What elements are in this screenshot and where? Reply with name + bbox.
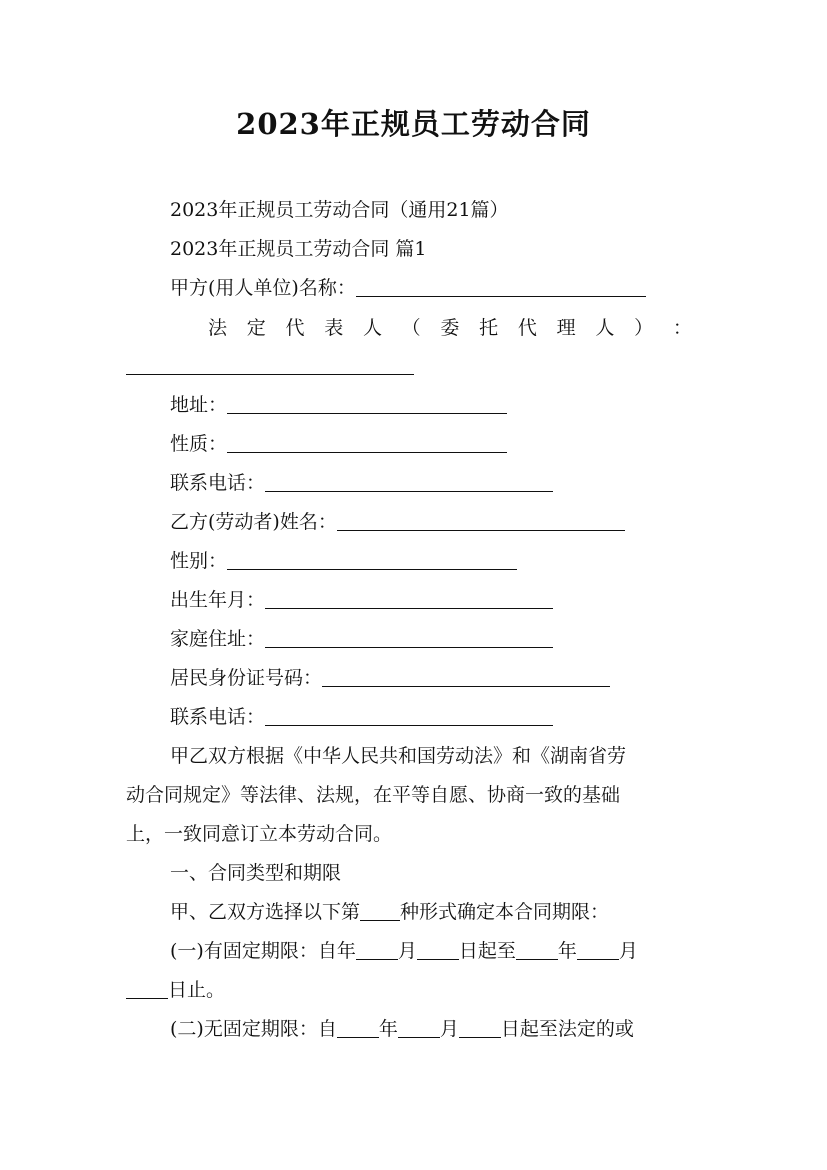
open-term-text: 月 [439,1018,459,1040]
fixed-term-blank[interactable] [126,978,168,999]
fixed-term-blank[interactable] [417,939,459,960]
party-a-name-row [0,274,827,302]
term-choice-text: 甲、乙双方选择以下第 [170,901,361,923]
birth-blank[interactable] [265,588,553,609]
section-heading: 2023年正规员工劳动合同 篇1 [170,238,427,260]
party-b-name-blank[interactable] [337,510,625,531]
paragraph-line: 甲乙双方根据《中华人民共和国劳动法》和《湖南省劳 [170,745,627,767]
party-a-name-blank[interactable] [356,276,646,297]
phone-a-blank[interactable] [265,471,553,492]
fixed-term-text: 月 [397,940,417,962]
party-a-name-label: 甲方(用人单位)名称： [170,277,356,299]
legal-rep-char: 法 [208,317,228,339]
id-label: 居民身份证号码： [170,667,323,689]
legal-rep-label [208,314,692,342]
gender-blank[interactable] [227,549,517,570]
document-title: 2023年正规员工劳动合同 [236,107,591,141]
fixed-term-blank[interactable] [356,939,398,960]
legal-rep-blank[interactable] [126,354,414,375]
phone-b-blank[interactable] [265,705,553,726]
party-b-name-label: 乙方(劳动者)姓名： [170,511,337,533]
legal-rep-char: 理 [556,317,576,339]
open-term-text: 年 [378,1018,398,1040]
id-row [0,664,827,692]
address-label: 地址： [170,394,228,416]
nature-row [0,430,827,458]
fixed-term-text: 日止。 [168,979,226,1001]
clause-heading: 一、合同类型和期限 [170,862,342,884]
nature-blank[interactable] [227,432,507,453]
term-choice-text-2: 种形式确定本合同期限： [400,901,610,923]
fixed-term-row-2 [0,976,827,1004]
term-choice-row [0,898,827,926]
legal-rep-char: 代 [285,317,305,339]
legal-rep-char: 人 [595,317,615,339]
phone-a-row [0,469,827,497]
open-term-blank[interactable] [459,1017,501,1038]
home-blank[interactable] [265,627,553,648]
paragraph-line: 上，一致同意订立本劳动合同。 [126,823,393,845]
address-row [0,391,827,419]
fixed-term-text: 日起至 [458,940,516,962]
party-b-name-row [0,508,827,536]
phone-b-row [0,703,827,731]
legal-rep-row [0,352,827,380]
home-row [0,625,827,653]
fixed-term-blank[interactable] [577,939,619,960]
open-term-row [0,1015,827,1043]
legal-rep-char: （ [401,317,421,339]
phone-b-label: 联系电话： [170,706,266,728]
fixed-term-text: (一)有固定期限：自年 [170,940,356,962]
open-term-text: 日起至法定的或 [500,1018,634,1040]
paragraph-line: 动合同规定》等法律、法规，在平等自愿、协商一致的基础 [126,784,621,806]
birth-label: 出生年月： [170,589,266,611]
legal-rep-char: 表 [324,317,344,339]
open-term-text: (二)无固定期限：自 [170,1018,337,1040]
legal-rep-char: 定 [246,317,266,339]
address-blank[interactable] [227,393,507,414]
term-choice-blank[interactable] [360,900,400,921]
fixed-term-row [0,937,827,965]
phone-a-label: 联系电话： [170,472,266,494]
gender-row [0,547,827,575]
nature-label: 性质： [170,433,228,455]
fixed-term-text: 年 [557,940,577,962]
legal-rep-char: ： [672,317,692,339]
gender-label: 性别： [170,550,228,572]
legal-rep-char: 托 [479,317,499,339]
open-term-blank[interactable] [337,1017,379,1038]
legal-rep-char: 人 [362,317,382,339]
fixed-term-text: 月 [618,940,638,962]
legal-rep-char: 代 [517,317,537,339]
fixed-term-blank[interactable] [516,939,558,960]
open-term-blank[interactable] [398,1017,440,1038]
legal-rep-char: 委 [440,317,460,339]
birth-row [0,586,827,614]
home-label: 家庭住址： [170,628,266,650]
subtitle: 2023年正规员工劳动合同（通用21篇） [170,199,509,221]
legal-rep-char: ） [634,317,654,339]
id-blank[interactable] [322,666,610,687]
